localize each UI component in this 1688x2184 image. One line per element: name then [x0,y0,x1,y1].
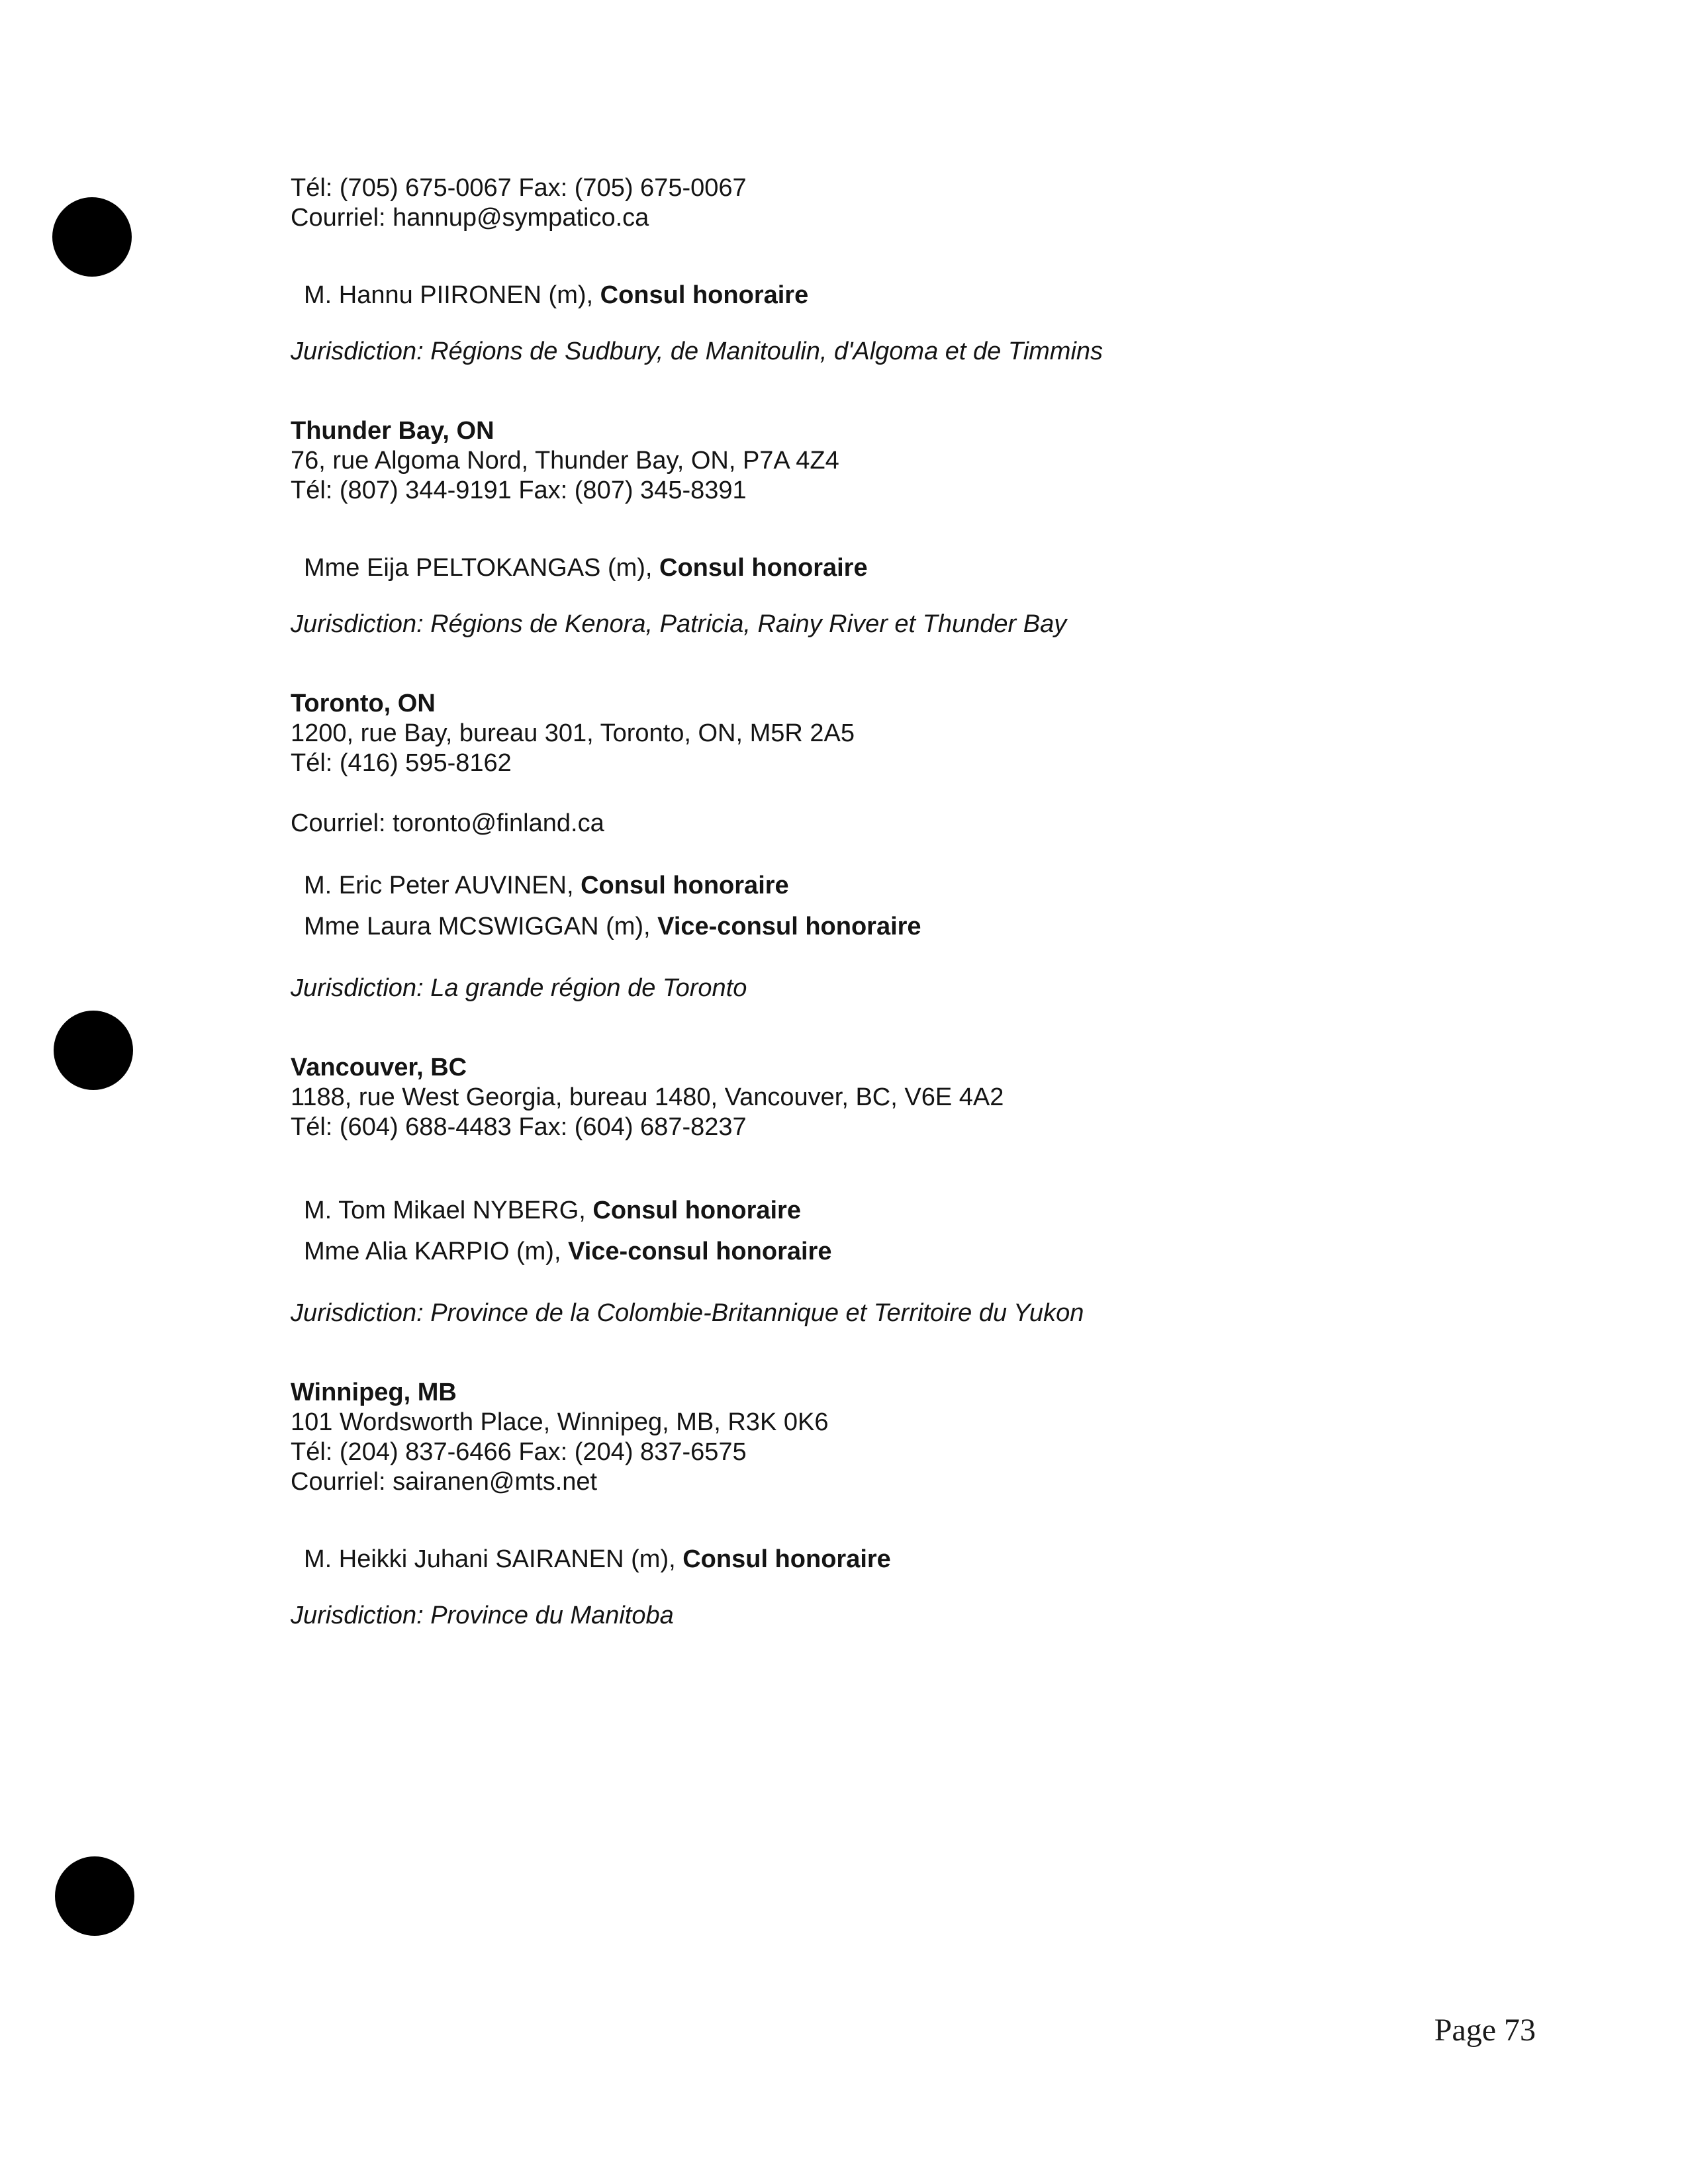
office-city-heading: Thunder Bay, ON [291,417,494,445]
person-line [291,865,1482,906]
document-body [291,173,1482,1631]
person-title: Consul honoraire [581,872,789,899]
punch-hole [54,1011,133,1090]
phone-line: Tél: (416) 595-8162 [291,749,512,777]
jurisdiction-line: Jurisdiction: Régions de Kenora, Patricia, Rainy River et Thunder Bay [291,610,1067,638]
person-line [291,281,1482,310]
person-name: M. Tom Mikael NYBERG, [304,1197,593,1224]
office-address: 1200, rue Bay, bureau 301, Toronto, ON, M5R 2A5 [291,719,855,747]
office-address: 101 Wordsworth Place, Winnipeg, MB, R3K 0K6 [291,1408,829,1436]
jurisdiction-line: Jurisdiction: Régions de Sudbury, de Manitoulin, d'Algoma et de Timmins [291,338,1103,365]
person-line [291,1231,1482,1272]
office-vancouver [291,1053,1482,1328]
punch-hole [52,197,132,277]
office-address: 76, rue Algoma Nord, Thunder Bay, ON, P7A 4Z4 [291,447,839,475]
phone-fax-line: Tél: (807) 344-9191 Fax: (807) 345-8391 [291,477,747,504]
person-line [291,1545,1482,1574]
person-title: Vice-consul honoraire [568,1238,832,1265]
office-winnipeg [291,1378,1482,1631]
office-address: 1188, rue West Georgia, bureau 1480, Vancouver, BC, V6E 4A2 [291,1083,1004,1111]
office-toronto [291,689,1482,1003]
phone-fax-line: Tél: (204) 837-6466 Fax: (204) 837-6575 [291,1438,747,1466]
email-line: Courriel: sairanen@mts.net [291,1468,598,1496]
person-title: Consul honoraire [659,554,868,582]
office-continuation [291,173,1482,367]
jurisdiction-line: Jurisdiction: Province du Manitoba [291,1602,674,1629]
person-title: Consul honoraire [682,1545,891,1573]
jurisdiction-line: Jurisdiction: Province de la Colombie-Britannique et Territoire du Yukon [291,1299,1084,1327]
person-name: M. Heikki Juhani SAIRANEN (m), [304,1545,683,1573]
person-name: M. Eric Peter AUVINEN, [304,872,581,899]
person-name: M. Hannu PIIRONEN (m), [304,281,600,309]
person-line [291,1190,1482,1231]
email-line: Courriel: hannup@sympatico.ca [291,204,649,232]
person-name: Mme Alia KARPIO (m), [304,1238,569,1265]
phone-fax-line: Tél: (604) 688-4483 Fax: (604) 687-8237 [291,1113,747,1141]
jurisdiction-line: Jurisdiction: La grande région de Toronto [291,974,747,1002]
person-name: Mme Laura MCSWIGGAN (m), [304,913,658,940]
punch-hole [55,1856,134,1936]
office-city-heading: Vancouver, BC [291,1054,467,1081]
office-city-heading: Winnipeg, MB [291,1379,457,1406]
person-title: Consul honoraire [600,281,809,309]
page-number: Page 73 [1434,2013,1536,2048]
person-name: Mme Eija PELTOKANGAS (m), [304,554,660,582]
person-title: Consul honoraire [592,1197,801,1224]
phone-fax-line: Tél: (705) 675-0067 Fax: (705) 675-0067 [291,174,747,202]
person-line [291,553,1482,583]
email-line: Courriel: toronto@finland.ca [291,809,604,837]
person-title: Vice-consul honoraire [657,913,921,940]
office-city-heading: Toronto, ON [291,690,436,717]
person-line [291,906,1482,947]
office-thunder-bay [291,416,1482,639]
